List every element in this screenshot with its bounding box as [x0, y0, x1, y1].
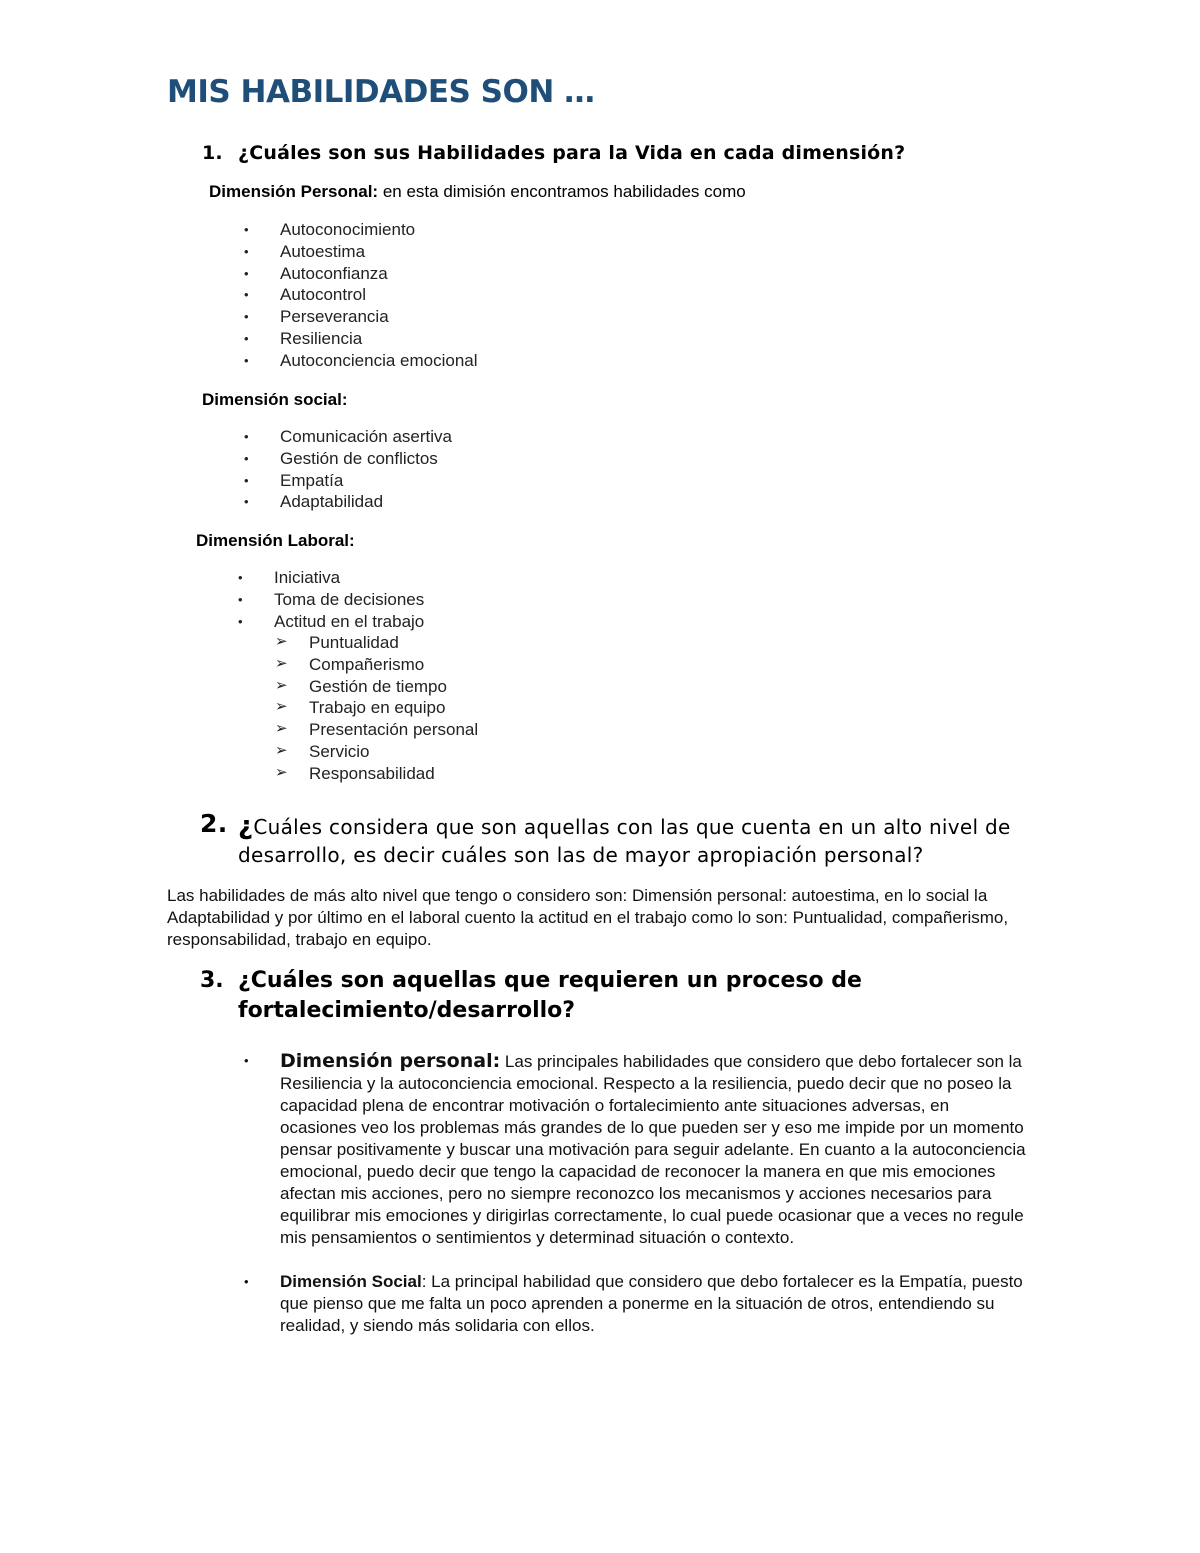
question-2-answer: Las habilidades de más alto nivel que tengo o considero son: Dimensión personal: autoestima, en lo social la Adaptabilidad y por último en el laboral cuento la actitud en el trabajo como lo son: Puntualidad, compañerismo, responsabilidad, trabajo en equipo. — [167, 886, 1009, 949]
list-item: ➢ Gestión de tiempo — [275, 676, 447, 696]
question-3-text: ¿Cuáles son aquellas que requieren un proceso de fortalecimiento/desarrollo? — [238, 968, 862, 1023]
bullet-icon: • — [244, 450, 249, 466]
bullet-icon: • — [244, 222, 249, 237]
list-item: • Autoconciencia emocional — [244, 350, 478, 370]
bullet-icon: • — [244, 494, 249, 510]
social-skills-list — [244, 426, 452, 513]
question-1 — [202, 142, 906, 164]
bullet-icon: • — [238, 613, 243, 629]
question-2 — [200, 809, 1048, 869]
list-item: • Iniciativa — [238, 568, 341, 587]
list-item: ➢ Trabajo en equipo — [275, 698, 446, 718]
question-1-number: 1. — [202, 142, 223, 164]
list-item: • Toma de decisiones — [238, 589, 425, 609]
list-item: ➢ Compañerismo — [275, 654, 425, 674]
arrow-bullet-icon: ➢ — [275, 763, 288, 781]
list-item: • Perseverancia — [244, 307, 389, 327]
bullet-icon: • — [244, 1053, 249, 1068]
list-item: • Comunicación asertiva — [244, 427, 452, 446]
list-item: • Resiliencia — [244, 328, 363, 348]
laboral-subskills-list — [275, 632, 479, 785]
bullet-icon: • — [244, 243, 249, 259]
personal-skills-list — [244, 219, 478, 372]
list-item: • Adaptabilidad — [244, 492, 384, 512]
list-item: ➢ Responsabilidad — [275, 763, 435, 783]
bullet-icon: • — [238, 591, 243, 607]
bullet-icon: • — [238, 570, 243, 585]
question-3-social-label: Dimensión Social — [280, 1272, 422, 1291]
question-3-personal-label: Dimensión personal: — [280, 1050, 501, 1072]
arrow-bullet-icon: ➢ — [275, 654, 288, 672]
question-2-text: Cuáles considera que son aquellas con las que cuenta en un alto nivel de desarrollo, es decir cuáles son las de mayor apropiación personal? — [238, 815, 1011, 867]
arrow-bullet-icon: ➢ — [275, 698, 288, 716]
social-dimension-heading — [202, 390, 347, 410]
arrow-bullet-icon: ➢ — [275, 741, 288, 759]
bullet-icon: • — [244, 472, 249, 488]
bullet-icon: • — [244, 309, 249, 325]
personal-dimension-intro: en esta dimisión encontramos habilidades como — [378, 182, 746, 201]
list-item: • Autocontrol — [244, 285, 366, 305]
laboral-dimension-label: Dimensión Laboral: — [196, 531, 355, 550]
bullet-icon: • — [244, 352, 249, 368]
question-3-personal-text: Las principales habilidades que considero que debo fortalecer son la Resiliencia y la autoconciencia emocional. Respecto a la resiliencia, puedo decir que no poseo la capacidad plena de encontrar motivación o fortalecimiento ante situaciones adversas, en ocasiones veo los problemas más grandes de lo que pueden ser y eso me impide por un momento pensar positivamente y buscar una motivación para seguir adelante. En cuanto a la autoconciencia emocional, puedo decir que tengo la capacidad de reconocer la manera en que mis emociones afectan mis acciones, pero no siempre reconozco los mecanismos y acciones necesarios para equilibrar mis emociones y dirigirlas correctamente, lo cual puede ocasionar que a veces no regule mis pensamientos o sentimientos y determinad situación o contexto. — [280, 1052, 1026, 1247]
arrow-bullet-icon: ➢ — [275, 676, 288, 694]
arrow-bullet-icon: ➢ — [275, 720, 288, 738]
question-1-text: ¿Cuáles son sus Habilidades para la Vida en cada dimensión? — [238, 142, 906, 164]
list-item: • Autoconfianza — [244, 263, 388, 283]
bullet-icon: • — [244, 265, 249, 281]
social-dimension-label: Dimensión social: — [202, 390, 348, 409]
list-item: ➢ Puntualidad — [275, 633, 399, 652]
question-2-number: 2. — [200, 809, 228, 838]
question-3-personal-answer — [244, 1050, 1030, 1249]
list-item: • Gestión de conflictos — [244, 448, 438, 468]
list-item: ➢ Presentación personal — [275, 720, 479, 740]
list-item: • Autoestima — [244, 241, 366, 261]
question-3 — [200, 966, 1018, 1026]
list-item: • Autoconocimiento — [244, 220, 416, 239]
bullet-icon: • — [244, 287, 249, 303]
bullet-icon: • — [244, 1274, 249, 1289]
list-item: • Empatía — [244, 470, 344, 490]
bullet-icon: • — [244, 330, 249, 346]
list-item: ➢ Servicio — [275, 741, 370, 761]
laboral-dimension-heading — [196, 531, 355, 551]
question-3-number: 3. — [200, 968, 224, 993]
question-2-mark: ¿ — [238, 811, 254, 841]
arrow-bullet-icon: ➢ — [275, 633, 288, 650]
list-item: • Actitud en el trabajo — [238, 611, 425, 631]
personal-dimension-heading — [209, 182, 746, 202]
question-3-social-text: : La principal habilidad que considero que debo fortalecer es la Empatía, puesto que pienso que me falta un poco aprenden a ponerme en la situación de otros, entendiendo su realidad, y siendo más solidaria con ellos. — [280, 1272, 1023, 1335]
laboral-skills-list — [238, 567, 425, 632]
page-title: MIS HABILIDADES SON … — [167, 74, 595, 110]
bullet-icon: • — [244, 429, 249, 444]
personal-dimension-label: Dimensión Personal: — [209, 182, 379, 201]
question-3-social-answer — [244, 1271, 1030, 1337]
